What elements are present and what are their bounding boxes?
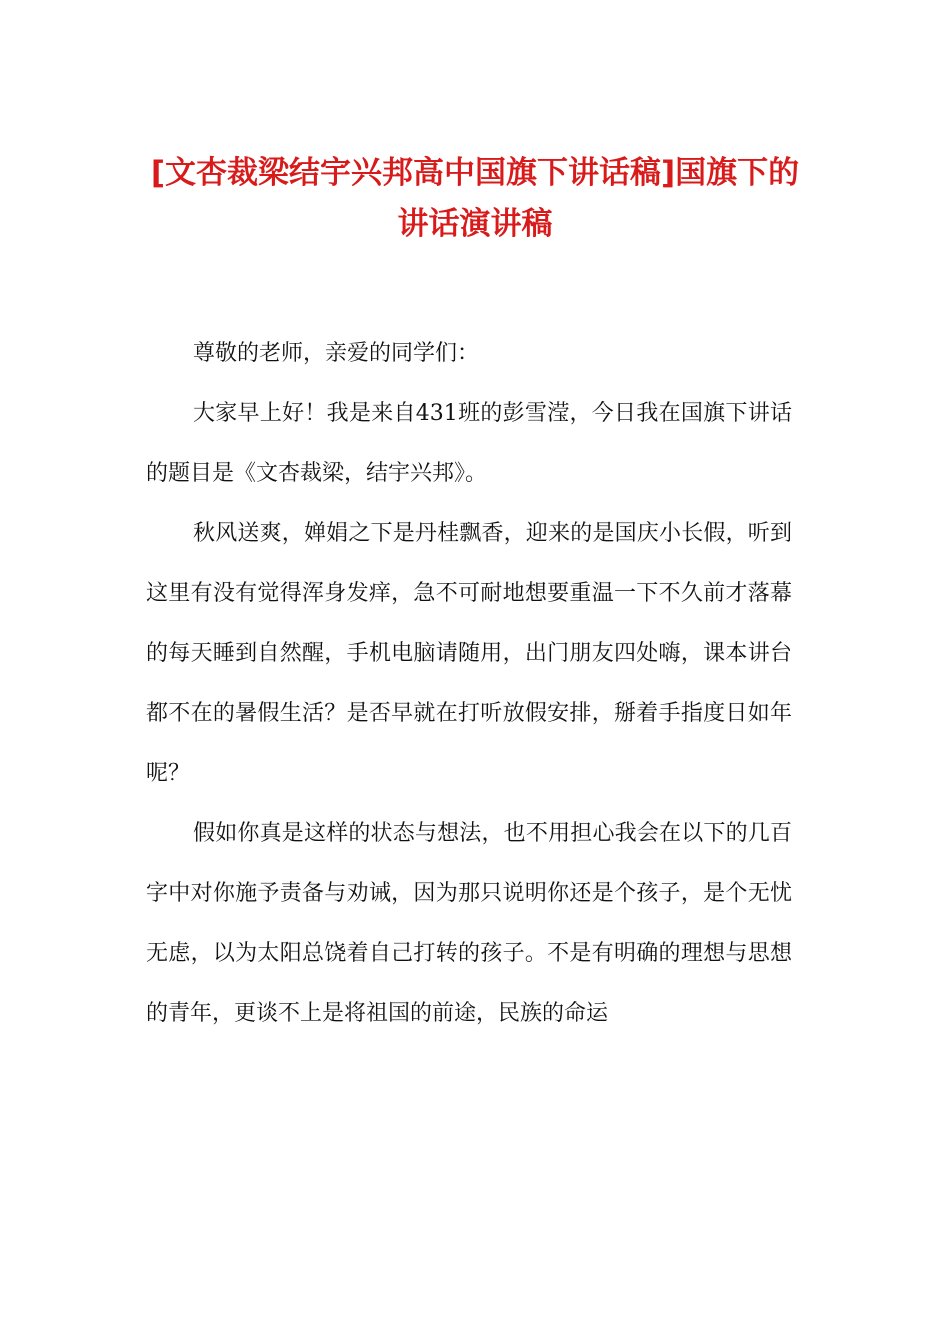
paragraph-salutation: 尊敬的老师，亲爱的同学们：	[193, 341, 480, 366]
document-body	[146, 324, 792, 1044]
document-title: [文杏裁梁结宇兴邦高中国旗下讲话稿]国旗下的讲话演讲稿	[150, 155, 800, 242]
paragraph-greeting: 大家早上好！我是来自431班的彭雪滢，今日我在国旗下讲话的题目是《文杏裁梁，结宇兴邦》。	[146, 401, 792, 486]
paragraph-autumn: 秋风送爽，婵娟之下是丹桂飘香，迎来的是国庆小长假，听到这里有没有觉得浑身发痒，急不可耐地想要重温一下不久前才落幕的每天睡到自然醒，手机电脑请随用，出门朋友四处嗨，课本讲台都不在的暑假生活？是否早就在打听放假安排，掰着手指度日如年呢？	[146, 521, 792, 786]
paragraph-reflection: 假如你真是这样的状态与想法，也不用担心我会在以下的几百字中对你施予责备与劝诫，因为那只说明你还是个孩子，是个无忧无虑，以为太阳总饶着自己打转的孩子。不是有明确的理想与思想的青年，更谈不上是将祖国的前途，民族的命运	[146, 821, 792, 1026]
